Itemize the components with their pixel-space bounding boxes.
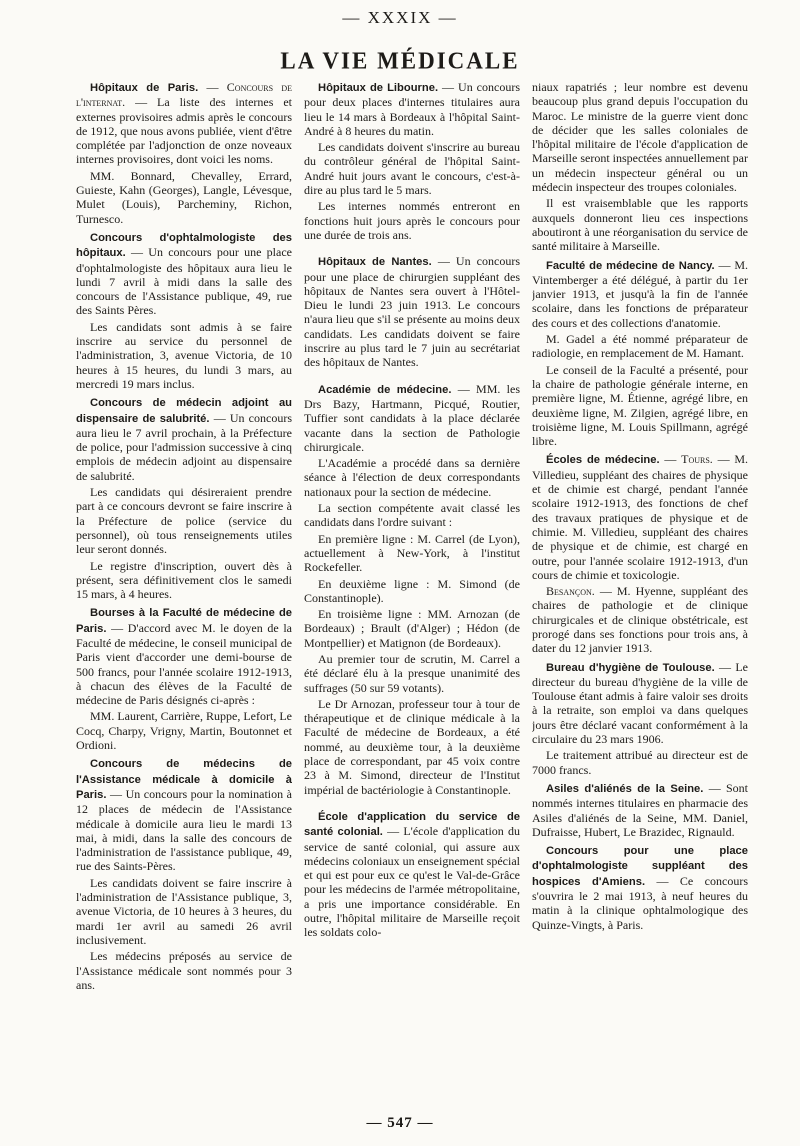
column-1 — [76, 80, 292, 1100]
notice-text: — Un concours aura lieu le 7 avril prochain, à la Préfecture de police, pour l'admission successive à cinq emplois de médecin adjoint au dispensaire de salubrité. — [76, 410, 292, 483]
notice-paragraph: Le conseil de la Faculté a présenté, pour la chaire de pathologie générale interne, en première ligne, M. Étienne, agrégé libre, en deuxième ligne, M. Zilgien, agrégé libre, en troisième ligne, M. Louis Spillmann, agrégé libre. — [532, 362, 748, 449]
notice-hopitaux-paris: Hôpitaux de Paris. — Concours de l'internat. — La liste des internes et externes provisoires admis après le concours de 1912, que nous avons publiée, vient d'être complétée par l'adjonction de onze noveaux internes provisoires, dont voici les noms. — [76, 80, 292, 167]
notice-paragraph: Au premier tour de scrutin, M. Carrel a été déclaré élu à la presque unanimité des suffrages (50 sur 59 votants). — [304, 651, 520, 695]
notice-paragraph: Le registre d'inscription, ouvert dès à présent, sera définitivement clos le samedi 15 mars, à 4 heures. — [76, 558, 292, 602]
article-columns — [76, 80, 748, 1100]
notice-heading: Concours d'ophtalmologiste des hôpitaux. — [76, 231, 292, 260]
notice-text: — Le directeur du bureau d'hygiène de la ville de Toulouse étant admis à faire valoir ses droits à la retraite, son emploi va dans quelques jours être déclaré vacant conformément à la circulaire du 23 mars 1906. — [532, 659, 748, 747]
notice-heading: Écoles de médecine. — [546, 454, 660, 467]
notice-text: — M. Vintemberger a été délégué, à partir du 1er janvier 1913, et jusqu'à la fin de l'année scolaire, dans les fonctions de préparateur des cours et des collections d'anatomie. — [532, 257, 748, 330]
notice-paragraph: Les médecins préposés au service de l'Assistance médicale sont nommés pour 3 ans. — [76, 949, 292, 992]
notice-heading: Hôpitaux de Libourne. — [318, 82, 439, 94]
notice-heading: Concours de médecins de l'Assistance médicale à domicile à Paris. — [76, 758, 292, 801]
notice-heading: Hôpitaux de Paris. — [90, 82, 199, 94]
notice-paragraph: L'Académie a procédé dans sa dernière séance à l'élection de deux correspondants nationaux pour la section de médecine. — [304, 456, 520, 499]
notice-text: — Sont nommés internes titulaires en pharmacie des Asiles d'aliénés de la Seine, MM. Daniel, Dufraisse, Hubert, Le Brazidec, Rignauld. — [532, 780, 748, 839]
notice-text: — Ce concours s'ouvrira le 2 mai 1913, à neuf heures du matin à la clinique ophtalmologique des Quinze-Vingts, à Paris. — [532, 873, 748, 932]
notice-paragraph: Les candidats sont admis à se faire inscrire au service du personnel de l'administration, 3, avenue Victoria, de 10 heures à 15 heures, du lundi 3 mars, au mercredi 19 mars inclus. — [76, 319, 292, 391]
notice-toulouse — [532, 660, 748, 747]
notice-academie — [304, 382, 520, 454]
notice-heading: Hôpitaux de Nantes. — [318, 256, 432, 269]
notice-assistance-medicale — [76, 756, 292, 873]
notice-text: — L'école d'application du service de santé colonial, qui assure aux médecins coloniaux un enseignement spécial et qui est pour eux ce qu'est le Val-de-Grâce pour les médecins de l'armée métropolitaine, a pris une importance considérable. En outre, l'hôpital militaire de Marseille reçoit les soldats colo- — [304, 824, 520, 940]
notice-amiens — [532, 843, 748, 932]
notice-paragraph: M. Gadel a été nommé préparateur de radiologie, en remplacement de M. Hamant. — [532, 332, 748, 361]
notice-paragraph: Les candidats doivent s'inscrire au bureau du contrôleur général de l'hôpital Saint-André huit jours avant le concours, c'est-à-dire au plus tard le 5 mars. — [304, 140, 520, 198]
notice-heading: Bourses à la Faculté de médecine de Paris. — [76, 607, 292, 635]
notice-city: Besançon. — [546, 584, 595, 599]
notice-paragraph — [532, 584, 748, 655]
notice-heading: Asiles d'aliénés de la Seine. — [546, 782, 704, 795]
notice-continuation: niaux rapatriés ; leur nombre est devenu beaucoup plus grand depuis l'occupation du Maroc. Le ministre de la guerre vient donc de décider que les salles coloniales de l'hôpital militaire de l'école d'application de Marseille seront inspectées annuellement par un médecin inspecteur général ou un médecin inspecteur des troupes coloniales. — [532, 80, 748, 195]
notice-paragraph: Les internes nommés entreront en fonctions huit jours après le concours pour une durée de trois ans. — [304, 199, 520, 242]
page-number: — 547 — — [366, 1115, 434, 1131]
page-header-number: — XXXIX — — [342, 8, 458, 27]
notice-ophtalmologiste — [76, 230, 292, 318]
notice-text: — La liste des internes et externes provisoires admis après le concours de 1912, que nous avons publiée, vient d'être complétée par l'adjonction de onze noveaux internes provisoires, dont voici les noms. — [76, 95, 292, 167]
notice-heading: Académie de médecine. — [318, 383, 452, 396]
notice-text: — D'accord avec M. le doyen de la Faculté de médecine, le conseil municipal de Paris vient d'accorder une demi-bourse de 500 francs, pour l'année scolaire 1912-1913, à chacun des élèves de la Faculté de médecine de Paris désignés ci-après : — [76, 620, 292, 708]
notice-heading: Faculté de médecine de Nancy. — [546, 259, 715, 272]
notice-paragraph: Les candidats doivent se faire inscrire à l'administration de l'Assistance publique, 3, avenue Victoria, de 10 heures à 3 heures, du mardi 1er avril au samedi 26 avril inclusivement. — [76, 875, 292, 947]
notice-paragraph: En troisième ligne : MM. Arnozan (de Bordeaux) ; Brault (d'Alger) ; Hédon (de Montpellier) et Matignon (de Bordeaux). — [304, 607, 520, 650]
notice-heading: Concours de médecin adjoint au dispensaire de salubrité. — [76, 397, 292, 425]
notice-text: — Un concours pour deux places d'internes titulaires aura lieu le 14 mars à Bordeaux à l'hôpital Saint-André à 8 heures du matin. — [304, 80, 520, 138]
notice-nantes — [304, 254, 520, 369]
column-3 — [532, 80, 748, 1100]
notice-bourses — [76, 605, 292, 707]
notice-heading: Concours pour une place d'ophtalmologiste suppléant des hospices d'Amiens. — [532, 845, 748, 888]
notice-paragraph: En deuxième ligne : M. Simond (de Constantinople). — [304, 576, 520, 605]
notice-text: — M. Villedieu, suppléant des chaires de physique et de chimie est chargé, pendant l'année scolaire 1912-1913, des fonctions de chef des travaux pratiques de physique et de chimie. M. Villedieu, suppléant des chaires de physique et de chimie, est chargé en outre, pour l'année scolaire 1912-1913, d'un cours de chimie et toxicologie. — [532, 452, 748, 582]
notice-paragraph: MM. Laurent, Carrière, Ruppe, Lefort, Le Cocq, Charpy, Vrigny, Martin, Boutonnet et Ordioni. — [76, 709, 292, 753]
journal-title: LA VIE MÉDICALE — [280, 47, 520, 74]
column-2 — [304, 80, 520, 1100]
notice-paragraph: Il est vraisemblable que les rapports auxquels donneront lieu ces inspections aboutiront à une réorganisation du service de santé militaire à Marseille. — [532, 196, 748, 254]
notice-paragraph: Les candidats qui désireraient prendre part à ce concours devront se faire inscrire à la Préfecture de police (service du personnel), où tous renseignements utiles leur seront donnés. — [76, 485, 292, 557]
notice-city: Tours. — [681, 452, 713, 467]
notice-text: — MM. les Drs Bazy, Hartmann, Picqué, Routier, Tuffier sont candidats à la place déclarée vacante dans la section de Pathologie chirurgicale. — [304, 381, 520, 454]
notice-text: — M. Hyenne, suppléant des chaires de pathologie et de clinique chirurgicales et de clinique obstétricale, est prorogé dans ses fonctions pour trois ans, à dater du 12 janvier 1913. — [532, 584, 748, 656]
notice-libourne — [304, 80, 520, 138]
notice-paragraph: MM. Bonnard, Chevalley, Errard, Guieste, Kahn (Georges), Langle, Lévesque, Mulet (Louis), Parcheminy, Richon, Turnesco. — [76, 168, 292, 226]
notice-asiles — [532, 781, 748, 839]
notice-ecole-application — [304, 809, 520, 940]
notice-ecoles-medecine: Écoles de médecine. — Tours. — M. Villedieu, suppléant des chaires de physique et de chimie est chargé, pendant l'année scolaire 1912-1913, des fonctions de chef des travaux pratiques de physique et de chimie. M. Villedieu, suppléant des chaires de physique et de chimie, est chargé en outre, pour l'année scolaire 1912-1913, d'un cours de chimie et toxicologie. — [532, 452, 748, 582]
notice-paragraph: La section compétente avait classé les candidats dans l'ordre suivant : — [304, 501, 520, 530]
notice-heading: École d'application du service de santé colonial. — [304, 810, 520, 839]
notice-text: — Un concours pour une place d'ophtalmologiste des hôpitaux aura lieu le lundi 7 avril à midi dans la salle des concours de l'Assistance publique, 49, rue des Saints Pères. — [76, 245, 292, 318]
notice-text: — Un concours pour la nomination à 12 places de médecin de l'Assistance médicale à domicile aura lieu le mardi 13 mai, à midi, dans la salle des concours de l'administration de l'assistance publique, 49, rue des Saints-Pères. — [76, 786, 292, 874]
notice-text: — Un concours pour une place de chirurgien suppléant des hôpitaux de Nantes sera ouvert à l'Hôtel-Dieu le lundi 23 juin 1913. Le concours n'aura lieu que s'il se présente au moins deux candidats. Les candidats doivent se faire inscrire au plus tard le 7 juin au secrétariat des hôpitaux de Nantes. — [304, 254, 520, 370]
notice-paragraph: Le traitement attribué au directeur est de 7000 francs. — [532, 748, 748, 777]
notice-heading: Bureau d'hygiène de Toulouse. — [546, 661, 715, 674]
notice-paragraph: En première ligne : M. Carrel (de Lyon), actuellement à New-York, à l'institut Rockefeller. — [304, 531, 520, 575]
notice-nancy — [532, 258, 748, 330]
notice-subheading: Concours de l'internat. — [76, 80, 292, 110]
notice-paragraph: Le Dr Arnozan, professeur tour à tour de thérapeutique et de clinique médicale à la Faculté de médecine de Bordeaux, a été nommé, au deuxième tour, à la deuxième place de correspondant, par 45 voix contre 23 à M. Simond, directeur de l'Institut impérial de bactériologie à Constantinople. — [304, 696, 520, 797]
notice-salubrite — [76, 395, 292, 483]
